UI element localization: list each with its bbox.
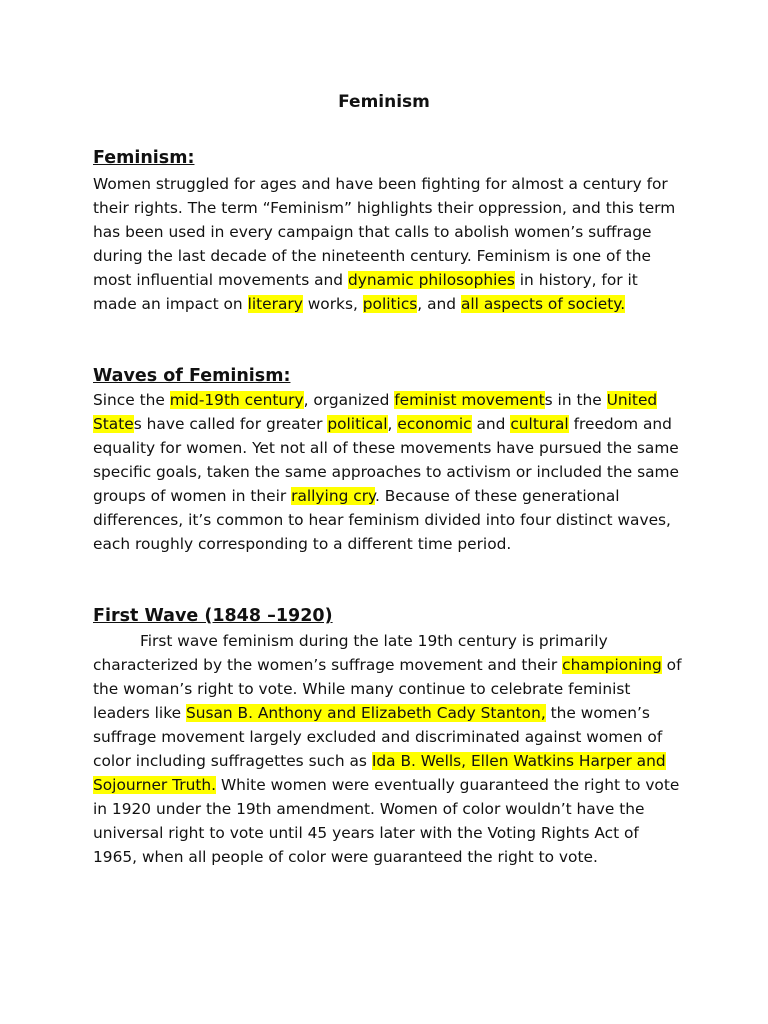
body-text: Since the — [93, 391, 170, 409]
body-text: , — [387, 415, 398, 433]
highlighted-text: Ida B. Wells, Ellen Watkins Harper and Sojourner Truth. — [93, 752, 666, 794]
document-title: Feminism — [338, 92, 430, 112]
body-text: works, — [302, 295, 363, 313]
highlighted-text: rallying cry — [291, 487, 375, 505]
highlighted-text: all aspects of society. — [460, 295, 626, 313]
highlighted-text: United State — [93, 391, 658, 433]
body-text: , organized — [303, 391, 395, 409]
body-text: s have called for greater — [133, 415, 328, 433]
body-text: . Because of these generational differences, it’s common to hear feminism divided into four distinct waves, each roughly corresponding to a different time period. — [93, 487, 671, 553]
section-paragraph-waves — [93, 388, 683, 556]
highlighted-text: dynamic philosophies — [347, 271, 515, 289]
body-text: Women struggled for ages and have been fighting for almost a century for their rights. The term “Feminism” highlights their oppression, and this term has been used in every campaign that calls to abolish women’s suffrage during the last decade of the nineteenth century. Feminism is one of the most influential movements and — [93, 175, 676, 289]
body-text: s in the — [544, 391, 607, 409]
body-text: of the woman’s right to vote. While many continue to celebrate feminist leaders like — [93, 656, 682, 722]
highlighted-text: Susan B. Anthony and Elizabeth Cady Stanton, — [185, 704, 546, 722]
highlighted-text: literary — [247, 295, 303, 313]
body-text: and — [471, 415, 511, 433]
body-text: , and — [417, 295, 461, 313]
section-paragraph-feminism — [93, 172, 683, 316]
section-heading-waves: Waves of Feminism: — [93, 366, 291, 386]
section-heading-feminism: Feminism: — [93, 148, 195, 168]
highlighted-text: mid-19th century — [169, 391, 304, 409]
body-text: White women were eventually guaranteed the right to vote in 1920 under the 19th amendment. Women of color wouldn’t have the universal right to vote until 45 years later with the Voting Rights Act of 1965, when all people of color were guaranteed the right to vote. — [93, 776, 680, 866]
body-text: the women’s suffrage movement largely excluded and discriminated against women of color including suffragettes such as — [93, 704, 663, 770]
body-text: in history, for it made an impact on — [93, 271, 638, 313]
body-text: freedom and equality for women. Yet not all of these movements have pursued the same specific goals, taken the same approaches to activism or included the same groups of women in their — [93, 415, 679, 505]
highlighted-text: feminist movement — [394, 391, 545, 409]
highlighted-text: cultural — [510, 415, 569, 433]
highlighted-text: politics — [362, 295, 418, 313]
highlighted-text: political — [327, 415, 388, 433]
highlighted-text: championing — [562, 656, 662, 674]
highlighted-text: economic — [397, 415, 472, 433]
body-text: First wave feminism during the late 19th century is primarily characterized by the women’s suffrage movement and their — [93, 632, 608, 674]
section-heading-first-wave: First Wave (1848 –1920) — [93, 606, 333, 626]
section-paragraph-first-wave — [93, 629, 683, 869]
